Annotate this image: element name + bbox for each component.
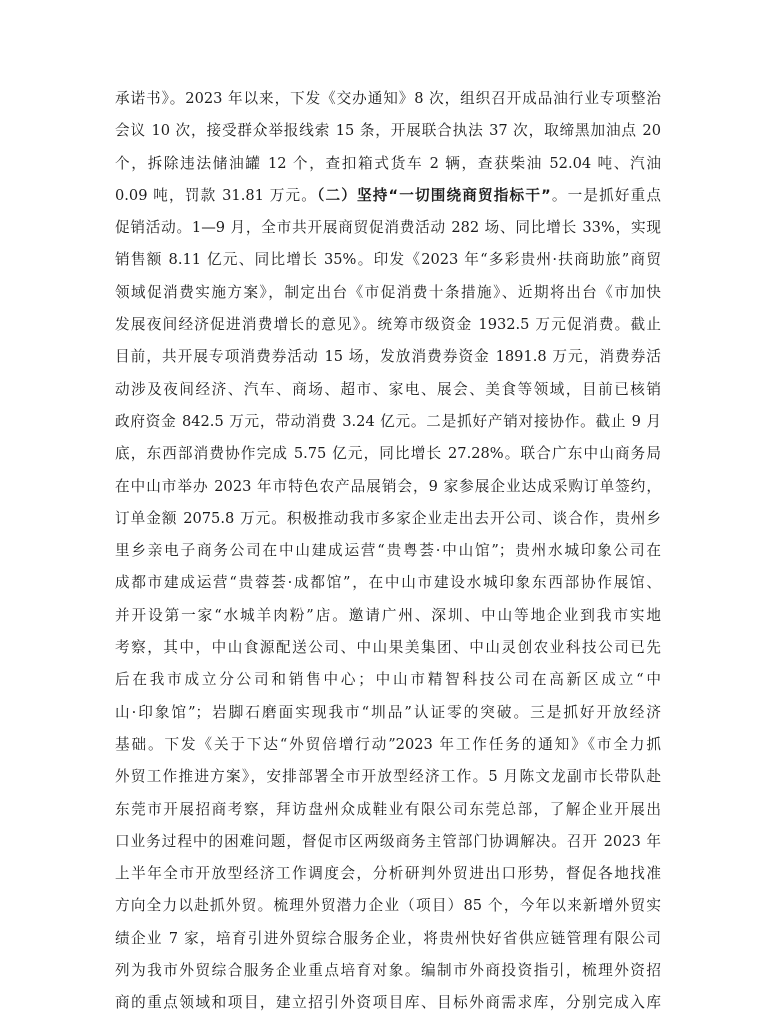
text-line: 列为我市外贸综合服务企业重点培育对象。编制市外商投资指引，梳理外资招	[115, 962, 661, 980]
text-line: 承诺书》。2023 年以来，下发《交办通知》8 次，组织召开成品油行业专项整治	[115, 90, 661, 107]
text-line: 政府资金 842.5 万元，带动消费 3.24 亿元。二是抓好产销对接协作。截止 9 月	[115, 412, 661, 430]
text-line: 考察，其中，中山食源配送公司、中山果美集团、中山灵创农业科技公司已先	[115, 639, 661, 657]
text-line: 里乡亲电子商务公司在中山建成运营“贵粤荟·中山馆”；贵州水城印象公司在	[115, 542, 661, 560]
text-line: 订单金额 2075.8 万元。积极推动我市多家企业走出去开公司、谈合作，贵州乡	[115, 509, 661, 527]
text-line	[115, 180, 661, 212]
text-line: 成都市建成运营“贵蓉荟·成都馆”，在中山市建设水城印象东西部协作展馆、	[115, 574, 661, 592]
text-run: 0.09 吨，罚款 31.81 万元。	[115, 186, 317, 204]
section-heading: （二）坚持“一切围绕商贸指标干”	[317, 186, 551, 204]
text-line: 领域促消费实施方案》，制定出台《市促消费十条措施》、近期将出台《市加快	[115, 283, 661, 301]
text-line: 底，东西部消费协作完成 5.75 亿元，同比增长 27.28%。联合广东中山商务局	[115, 445, 661, 463]
text-line: 商的重点领域和项目，建立招引外资项目库、目标外商需求库，分别完成入库	[115, 994, 661, 1012]
text-line: 上半年全市开放型经济工作调度会，分析研判外贸进出口形势，督促各地找准	[115, 865, 661, 883]
text-run: 。一是抓好重点	[550, 186, 661, 204]
text-line: 基础。下发《关于下达“外贸倍增行动”2023 年工作任务的通知》《市全力抓	[115, 735, 661, 753]
text-line: 目前，共开展专项消费券活动 15 场，发放消费券资金 1891.8 万元，消费券活	[115, 348, 661, 366]
body-text	[115, 83, 661, 1020]
text-line: 促销活动。1—9 月，全市共开展商贸促消费活动 282 场、同比增长 33%，实现	[115, 219, 661, 237]
text-line: 山·印象馆”；岩脚石磨面实现我市“圳品”认证零的突破。三是抓好开放经济	[115, 703, 661, 721]
text-line: 在中山市举办 2023 年市特色农产品展销会，9 家参展企业达成采购订单签约，	[115, 477, 661, 495]
text-line: 发展夜间经济促进消费增长的意见》。统筹市级资金 1932.5 万元促消费。截止	[115, 316, 661, 334]
text-line: 会议 10 次，接受群众举报线索 15 条，开展联合执法 37 次，取缔黑加油点 20	[115, 122, 661, 140]
text-line: 口业务过程中的困难问题，督促市区两级商务主管部门协调解决。召开 2023 年	[115, 832, 661, 850]
text-line: 并开设第一家“水城羊肉粉”店。邀请广州、深圳、中山等地企业到我市实地	[115, 606, 661, 624]
text-line: 绩企业 7 家，培育引进外贸综合服务企业，将贵州快好省供应链管理有限公司	[115, 929, 661, 947]
text-line: 东莞市开展招商考察，拜访盘州众成鞋业有限公司东莞总部，了解企业开展出	[115, 800, 661, 818]
text-line: 动涉及夜间经济、汽车、商场、超市、家电、展会、美食等领域，目前已核销	[115, 380, 661, 398]
text-line: 销售额 8.11 亿元、同比增长 35%。印发《2023 年“多彩贵州·扶商助旅”商贸	[115, 251, 661, 269]
text-line: 方向全力以赴抓外贸。梳理外贸潜力企业（项目）85 个，今年以来新增外贸实	[115, 897, 661, 915]
text-line: 外贸工作推进方案》，安排部署全市开放型经济工作。5 月陈文龙副市长带队赴	[115, 768, 661, 786]
text-line: 后在我市成立分公司和销售中心；中山市精智科技公司在高新区成立“中	[115, 671, 661, 689]
text-line: 个，拆除违法储油罐 12 个，查扣箱式货车 2 辆，查获柴油 52.04 吨、汽油	[115, 154, 661, 172]
